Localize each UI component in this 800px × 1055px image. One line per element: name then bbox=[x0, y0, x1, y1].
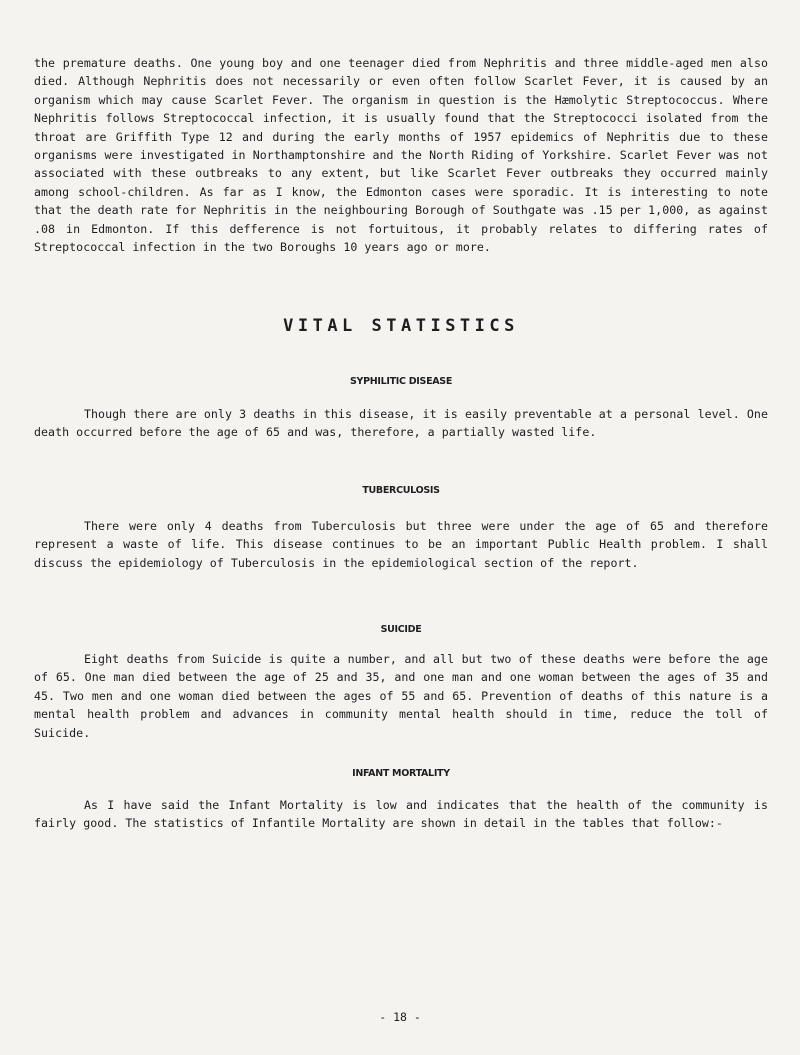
section-text-suicide: Eight deaths from Suicide is quite a number, and all but two of these deaths were before the age of 65. One man died between the age of 25 and 35, and one man and one woman between the ages of 35 and 45. Two men and one woman died between the ages of 55 and 65. Prevention of deaths of this nature is a mental health problem and advances in community mental health should in time, reduce the toll of Suicide. bbox=[34, 652, 768, 740]
main-title: VITAL STATISTICS bbox=[283, 316, 519, 336]
section-heading-infant-mortality: INFANT MORTALITY bbox=[352, 768, 450, 779]
section-block-suicide bbox=[34, 650, 768, 742]
section-block-syphilitic-disease bbox=[34, 405, 768, 442]
section-block-infant-mortality bbox=[34, 796, 768, 833]
section-block-tuberculosis bbox=[34, 517, 768, 572]
page-number: - 18 - bbox=[379, 1010, 421, 1024]
intro-paragraph: the premature deaths. One young boy and one teenager died from Nephritis and three middle-aged men also died. Although Nephritis does not necessarily or even often follow Scarlet Fever, it is caused by an organism which may cause Scarlet Fever. The organism in question is the Hæmolytic Streptococcus. Where Nephritis follows Streptococcal infection, it is usually found that the Streptococci isolated from the throat are Griffith Type 12 and during the early months of 1957 epidemics of Nephritis due to these organisms were investigated in Northamptonshire and the North Riding of Yorkshire. Scarlet Fever was not associated with these outbreaks to any extent, but like Scarlet Fever outbreaks they occurred mainly among school-children. As far as I know, the Edmonton cases were sporadic. It is interesting to note that the death rate for Nephritis in the neighbouring Borough of Southgate was .15 per 1,000, as against .08 in Edmonton. If this defference is not fortuitous, it probably relates to differing rates of Streptococcal infection in the two Boroughs 10 years ago or more. bbox=[34, 56, 768, 255]
section-text-infant-mortality: As I have said the Infant Mortality is low and indicates that the health of the community is fairly good. The statistics of Infantile Mortality are shown in detail in the tables that follow:- bbox=[34, 798, 768, 831]
intro-block bbox=[34, 54, 768, 256]
section-heading-suicide: SUICIDE bbox=[380, 624, 422, 635]
section-heading-tuberculosis: TUBERCULOSIS bbox=[362, 485, 440, 496]
section-text-syphilitic-disease: Though there are only 3 deaths in this disease, it is easily preventable at a personal level. One death occurred before the age of 65 and was, therefore, a partially wasted life. bbox=[34, 407, 768, 440]
section-text-tuberculosis: There were only 4 deaths from Tuberculosis but three were under the age of 65 and therefore represent a waste of life. This disease continues to be an important Public Health problem. I shall discuss the epidemiology of Tuberculosis in the epidemiological section of the report. bbox=[34, 519, 768, 570]
section-heading-syphilitic-disease: SYPHILITIC DISEASE bbox=[349, 376, 453, 387]
